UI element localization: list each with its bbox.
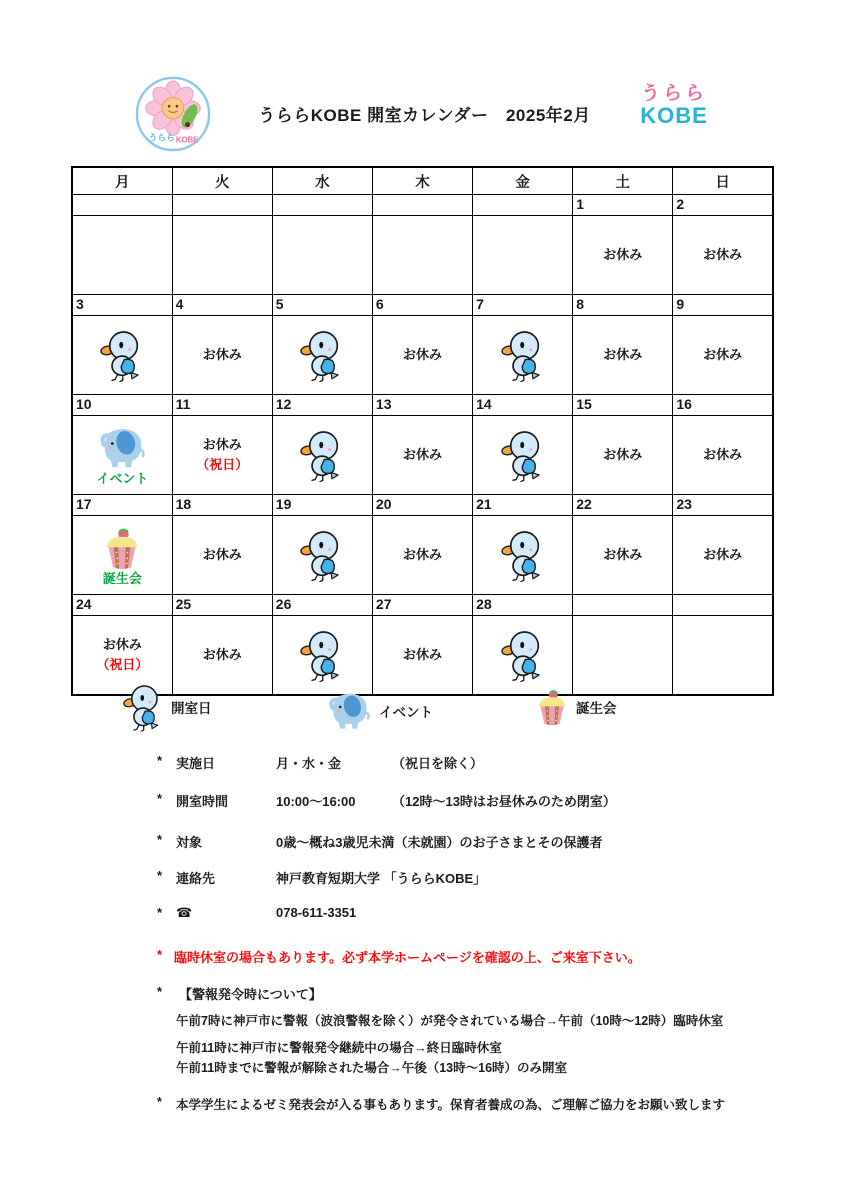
day-cell <box>372 316 472 395</box>
phone-number: 078-611-3351 <box>276 905 357 920</box>
day-header: 日 <box>673 167 773 195</box>
day-event-label: イベント <box>96 470 149 486</box>
bird-icon <box>299 427 345 483</box>
day-header: 月 <box>72 167 172 195</box>
date-cell: 3 <box>72 295 172 316</box>
closed-note: お休み <box>202 346 242 362</box>
note-bullet: * <box>157 905 163 920</box>
date-cell: 24 <box>72 595 172 616</box>
date-cell: 23 <box>673 495 773 516</box>
week-date-row <box>72 295 773 316</box>
date-cell: 9 <box>673 295 773 316</box>
day-cell <box>473 316 573 395</box>
day-cell <box>573 416 673 495</box>
date-cell: 20 <box>372 495 472 516</box>
bird-icon <box>299 527 345 583</box>
calendar-table <box>71 166 774 696</box>
note-bullet: * <box>157 791 163 806</box>
seminar-note-text: 本学学生によるゼミ発表会が入る事もあります。保育者養成の為、ご理解ご協力をお願い致します <box>176 1098 726 1112</box>
date-cell: 25 <box>172 595 272 616</box>
note-bullet: * <box>157 984 163 999</box>
bird-icon <box>299 327 345 383</box>
day-cell <box>473 416 573 495</box>
day-cell <box>673 616 773 696</box>
elephant-icon <box>95 425 149 471</box>
date-cell: 15 <box>573 395 673 416</box>
alert-rule-continuing: 午前11時に神戸市に警報発令継続中の場合→終日臨時休室 <box>176 1041 502 1055</box>
legend-event <box>324 690 433 732</box>
note-bullet: * <box>157 947 163 962</box>
day-cell <box>172 216 272 295</box>
day-cell <box>372 616 472 696</box>
day-cell <box>72 516 172 595</box>
day-cell <box>272 616 372 696</box>
legend-birthday <box>534 686 617 728</box>
note-label: 開室時間 <box>176 794 229 809</box>
day-header: 土 <box>573 167 673 195</box>
day-cell <box>673 216 773 295</box>
closed-note: お休み <box>703 346 743 362</box>
date-cell: 27 <box>372 595 472 616</box>
day-cell <box>172 416 272 495</box>
week-date-row <box>72 395 773 416</box>
date-cell: 18 <box>172 495 272 516</box>
date-cell: 6 <box>372 295 472 316</box>
date-cell: 16 <box>673 395 773 416</box>
closed-note: お休み <box>603 346 643 362</box>
closed-note: お休み （祝日） <box>73 635 172 675</box>
note-extra: （祝日を除く） <box>392 756 484 771</box>
note-bullet: * <box>157 753 163 768</box>
date-cell: 21 <box>473 495 573 516</box>
calendar-header-row <box>72 167 773 195</box>
date-cell <box>172 195 272 216</box>
day-cell <box>673 416 773 495</box>
legend-event-label: イベント <box>379 705 433 720</box>
week-content-row <box>72 316 773 395</box>
alert-section-heading-text: 【警報発令時について】 <box>179 987 322 1002</box>
legend-birthday-label: 誕生会 <box>576 701 617 716</box>
day-cell <box>673 316 773 395</box>
date-cell <box>473 195 573 216</box>
day-cell <box>573 616 673 696</box>
note-bullet: * <box>157 832 163 847</box>
page-title: うららKOBE 開室カレンダー 2025年2月 <box>258 106 591 125</box>
closed-note: お休み <box>402 546 442 562</box>
temporary-closure-warning <box>157 947 641 966</box>
note-bullet: * <box>157 868 163 883</box>
week-content-row <box>72 416 773 495</box>
date-cell: 8 <box>573 295 673 316</box>
holiday-note: （祝日） <box>96 657 149 672</box>
day-cell <box>372 516 472 595</box>
note-phone <box>157 905 392 921</box>
day-cell <box>673 516 773 595</box>
note-value: 10:00〜16:00 <box>276 794 356 809</box>
closed-note: お休み <box>603 246 643 262</box>
bird-icon <box>500 627 546 683</box>
note-bullet: * <box>157 1095 162 1109</box>
date-cell: 10 <box>72 395 172 416</box>
day-cell <box>573 316 673 395</box>
date-cell: 5 <box>272 295 372 316</box>
bird-icon <box>99 327 145 383</box>
seminar-note <box>157 1095 725 1113</box>
closed-note: お休み <box>402 346 442 362</box>
date-cell: 1 <box>573 195 673 216</box>
date-cell: 14 <box>473 395 573 416</box>
legend-open-day <box>122 682 212 732</box>
day-cell <box>172 316 272 395</box>
date-cell: 4 <box>172 295 272 316</box>
note-value: 神戸教育短期大学 「うららKOBE」 <box>276 871 487 886</box>
note-label: 実施日 <box>176 756 216 771</box>
bird-icon <box>500 327 546 383</box>
holiday-note: （祝日） <box>196 457 249 472</box>
day-cell <box>272 216 372 295</box>
note-schedule-days <box>157 753 483 772</box>
date-cell <box>372 195 472 216</box>
date-cell: 28 <box>473 595 573 616</box>
wordmark-line1: うらら <box>640 83 707 104</box>
closed-note: お休み <box>202 546 242 562</box>
note-open-hours <box>157 791 616 810</box>
note-contact <box>157 868 486 887</box>
date-cell: 22 <box>573 495 673 516</box>
day-header: 金 <box>473 167 573 195</box>
day-cell <box>72 316 172 395</box>
date-cell <box>573 595 673 616</box>
bird-icon <box>500 427 546 483</box>
date-cell: 17 <box>72 495 172 516</box>
closed-note: お休み <box>703 546 743 562</box>
date-cell <box>72 195 172 216</box>
note-label: 連絡先 <box>176 871 216 886</box>
day-cell <box>573 216 673 295</box>
wordmark-line2: KOBE <box>640 102 708 128</box>
bird-icon <box>500 527 546 583</box>
week-date-row <box>72 495 773 516</box>
date-cell: 12 <box>272 395 372 416</box>
birthday-cake-icon <box>534 686 570 728</box>
closed-note: お休み （祝日） <box>173 435 272 475</box>
week-content-row <box>72 516 773 595</box>
day-cell <box>473 516 573 595</box>
urara-kobe-wordmark <box>636 84 712 127</box>
cake-icon <box>101 525 143 571</box>
date-cell: 7 <box>473 295 573 316</box>
day-cell <box>473 216 573 295</box>
calendar-body <box>72 195 773 696</box>
date-cell <box>673 595 773 616</box>
closed-note: お休み <box>402 446 442 462</box>
closed-note: お休み <box>603 546 643 562</box>
day-header: 火 <box>172 167 272 195</box>
day-header: 木 <box>372 167 472 195</box>
date-cell: 13 <box>372 395 472 416</box>
note-value: 月・水・金 <box>276 756 342 771</box>
temporary-closure-warning-text: 臨時休室の場合もあります。必ず本学ホームページを確認の上、ご来室下さい。 <box>174 950 641 965</box>
day-cell <box>372 216 472 295</box>
day-cell <box>473 616 573 696</box>
closed-note: お休み <box>202 646 242 662</box>
note-label: 対象 <box>176 835 203 850</box>
note-extra: （12時〜13時はお昼休みのため閉室） <box>392 794 616 809</box>
date-cell: 26 <box>272 595 372 616</box>
day-event-label: 誕生会 <box>102 570 142 586</box>
legend-open-day-label: 開室日 <box>171 701 212 716</box>
day-cell <box>272 316 372 395</box>
alert-rule-lifted: 午前11時までに警報が解除された場合→午後（13時〜16時）のみ開室 <box>176 1061 568 1075</box>
day-cell <box>272 416 372 495</box>
day-cell <box>72 416 172 495</box>
week-date-row <box>72 195 773 216</box>
alert-section-heading <box>157 984 322 1003</box>
date-cell <box>272 195 372 216</box>
closed-note: お休み <box>703 246 743 262</box>
note-target <box>157 832 602 851</box>
closed-note: お休み <box>703 446 743 462</box>
week-date-row <box>72 595 773 616</box>
day-cell <box>272 516 372 595</box>
phone-icon: ☎ <box>176 905 193 920</box>
day-cell <box>72 216 172 295</box>
elephant-icon <box>324 690 374 732</box>
bird-icon <box>122 682 164 732</box>
date-cell: 2 <box>673 195 773 216</box>
note-value: 0歳〜概ね3歳児未満（未就園）のお子さまとその保護者 <box>276 835 603 850</box>
bird-icon <box>299 627 345 683</box>
day-cell <box>372 416 472 495</box>
alert-rule-morning: 午前7時に神戸市に警報（波浪警報を除く）が発令されている場合→午前（10時〜12時）臨時休室 <box>176 1014 724 1028</box>
day-cell <box>573 516 673 595</box>
date-cell: 19 <box>272 495 372 516</box>
week-content-row <box>72 216 773 295</box>
date-cell: 11 <box>172 395 272 416</box>
closed-note: お休み <box>603 446 643 462</box>
closed-note: お休み <box>402 646 442 662</box>
day-header: 水 <box>272 167 372 195</box>
day-cell <box>172 516 272 595</box>
